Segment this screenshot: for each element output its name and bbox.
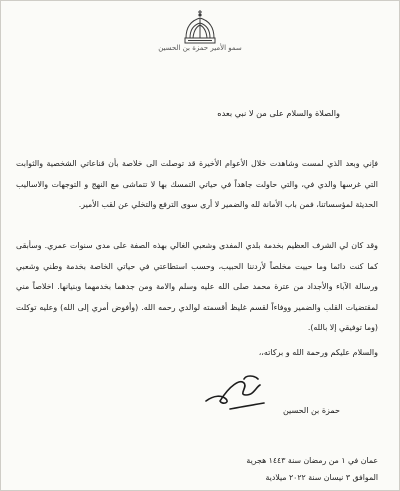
- letter-paragraph-2: وقد كان لي الشرف العظيم بخدمة بلدي المفدى وشعبي الغالي بهذه الصفة على مدى سنوات عمري. وسأبقى كما كنت دائما وما حييت مخلصاً لأردننا الحبيب، وحسب استطاعتي في حياتي الخاصة بخدمة وطني وشعبي ورسالة الآباء والأجداد من عترة محمد صلى الله عليه وسلم والامة ومن جدهما بخدمهما وبنيانها. اخلاصاً مني لمقتضيات القلب والضمير ووفاءاً لقسم غليظ أقسمته لوالدي رحمه الله. (وأفوض أمري إلى الله) وعليه توكلت (وما توفيقي إلا بالله).: [16, 241, 378, 332]
- salutation-line: والصلاة والسلام على من لا نبي بعده: [217, 108, 340, 118]
- letterhead-caption: سمو الأمير حمزة بن الحسين: [158, 44, 242, 52]
- date-hijri: عمان في ١ من رمضان سنة ١٤٤٣ هجرية: [246, 456, 378, 465]
- closing-line: والسلام عليكم ورحمة الله و بركاته،،: [258, 348, 378, 357]
- letter-paragraph-1: فإني وبعد الذي لمست وشاهدت خلال الأعوام الأخيرة قد توصلت الى خلاصة بأن قناعاتي الشخصية والثوابت التي غرسها والدي في، والتي حاولت جاهداً في حياتي التمسك بها لا تتماشى مع النهج و التوجهات والاساليب الحديثة لمؤسساتنا، فمن باب الأمانة لله والضمير لا أرى سوى الترفع والتخلي عن لقب الأمير.: [16, 159, 378, 209]
- crown-emblem-icon: [172, 8, 228, 62]
- signatory-name: حمزة بن الحسين: [282, 406, 340, 415]
- crown-emblem-icon-graphic: [172, 8, 228, 62]
- date-gregorian: الموافق ٣ نيسان سنة ٢٠٢٢ ميلادية: [265, 473, 378, 482]
